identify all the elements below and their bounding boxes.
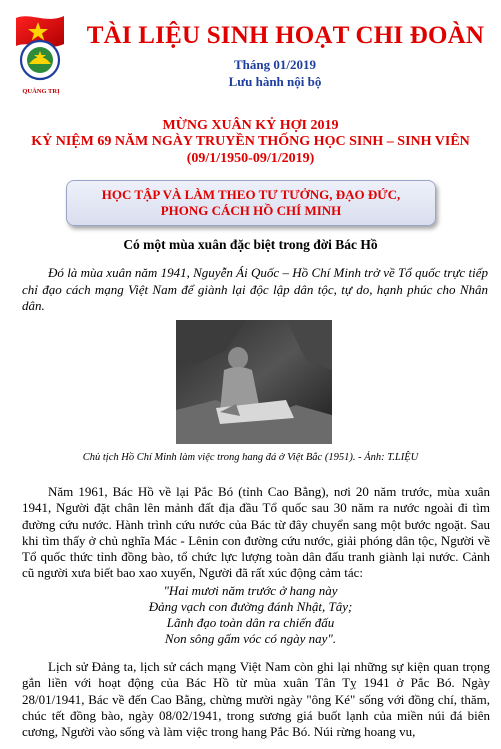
poem-line: "Hai mươi năm trước ở hang này <box>163 583 338 598</box>
historical-photo <box>176 320 332 444</box>
section-banner <box>66 180 436 226</box>
article-paragraph-1: Năm 1961, Bác Hồ về lại Pắc Bó (tỉnh Cao Bằng), nơi 20 năm trước, mùa xuân 1941, Người đặt chân lên mảnh đất địa đầu Tổ quốc sau 30 năm ra nước ngoài đi tìm đường cứu nước. Hành trình cứu nước của Bác từ đây chuyển sang một bước ngoặt. Sau khi tìm thấy ở chủ nghĩa Mác - Lênin con đường cứu nước, giải phóng dân tộc, Người về Tổ quốc thức tỉnh đồng bào, tổ chức lực lượng toàn dân đấu tranh giành lại nước. Cảnh cũ người xưa biết bao xao xuyến, Người đã rất xúc động cảm tác: <box>22 484 490 581</box>
photo-caption: Chủ tịch Hồ Chí Minh làm việc trong hang đá ở Việt Bắc (1951). - Ảnh: T.LIỆU <box>82 452 419 463</box>
banner-line-2: PHONG CÁCH HỒ CHÍ MINH <box>160 203 342 218</box>
logo-caption: QUẢNG TRỊ <box>22 88 60 95</box>
issue-month: Tháng 01/2019 <box>234 57 316 72</box>
poem <box>0 583 501 647</box>
document-title: TÀI LIỆU SINH HOẠT CHI ĐOÀN <box>86 22 485 49</box>
banner-line-1: HỌC TẬP VÀ LÀM THEO TƯ TƯỞNG, ĐẠO ĐỨC, <box>101 187 401 202</box>
circulation-note: Lưu hành nội bộ <box>228 74 322 89</box>
poem-line: Lãnh đạo toàn dân ra chiến đấu <box>166 615 335 630</box>
article-heading: Có một mùa xuân đặc biệt trong đời Bác Hồ <box>123 237 378 252</box>
anniversary-dates: (09/1/1950-09/1/2019) <box>186 151 315 166</box>
youth-union-logo <box>12 10 68 86</box>
poem-line: Non sông gấm vóc có ngày nay". <box>164 631 337 646</box>
poem-line: Đảng vạch con đường đánh Nhật, Tây; <box>148 599 353 614</box>
article-intro: Đó là mùa xuân năm 1941, Nguyễn Ái Quốc – Hồ Chí Minh trở về Tổ quốc trực tiếp chỉ đạo cách mạng Việt Nam để giành lại độc lập dân tộc, tự do, hạnh phúc cho Nhân dân. <box>22 265 488 313</box>
celebration-heading: MỪNG XUÂN KỶ HỢI 2019 <box>162 118 339 133</box>
article-paragraph-2: Lịch sử Đảng ta, lịch sử cách mạng Việt Nam còn ghi lại những sự kiện quan trọng gắn liền với hoạt động của Bác Hồ từ mùa xuân Tân Tỵ 1941 ở Pắc Bó. Ngày 28/01/1941, Bác về đến Cao Bằng, chừng mười ngày "ông Ké" sống với đồng chí, thăm, chúc tết đồng bào, ngày 08/02/1941, trong sương giá buốt lạnh của miền núi đá biên cương, Người vào sống và làm việc trong hang Pắc Bó. Núi rừng hoang vu, <box>22 659 490 740</box>
anniversary-heading: KỶ NIỆM 69 NĂM NGÀY TRUYỀN THỐNG HỌC SINH – SINH VIÊN <box>31 134 470 149</box>
